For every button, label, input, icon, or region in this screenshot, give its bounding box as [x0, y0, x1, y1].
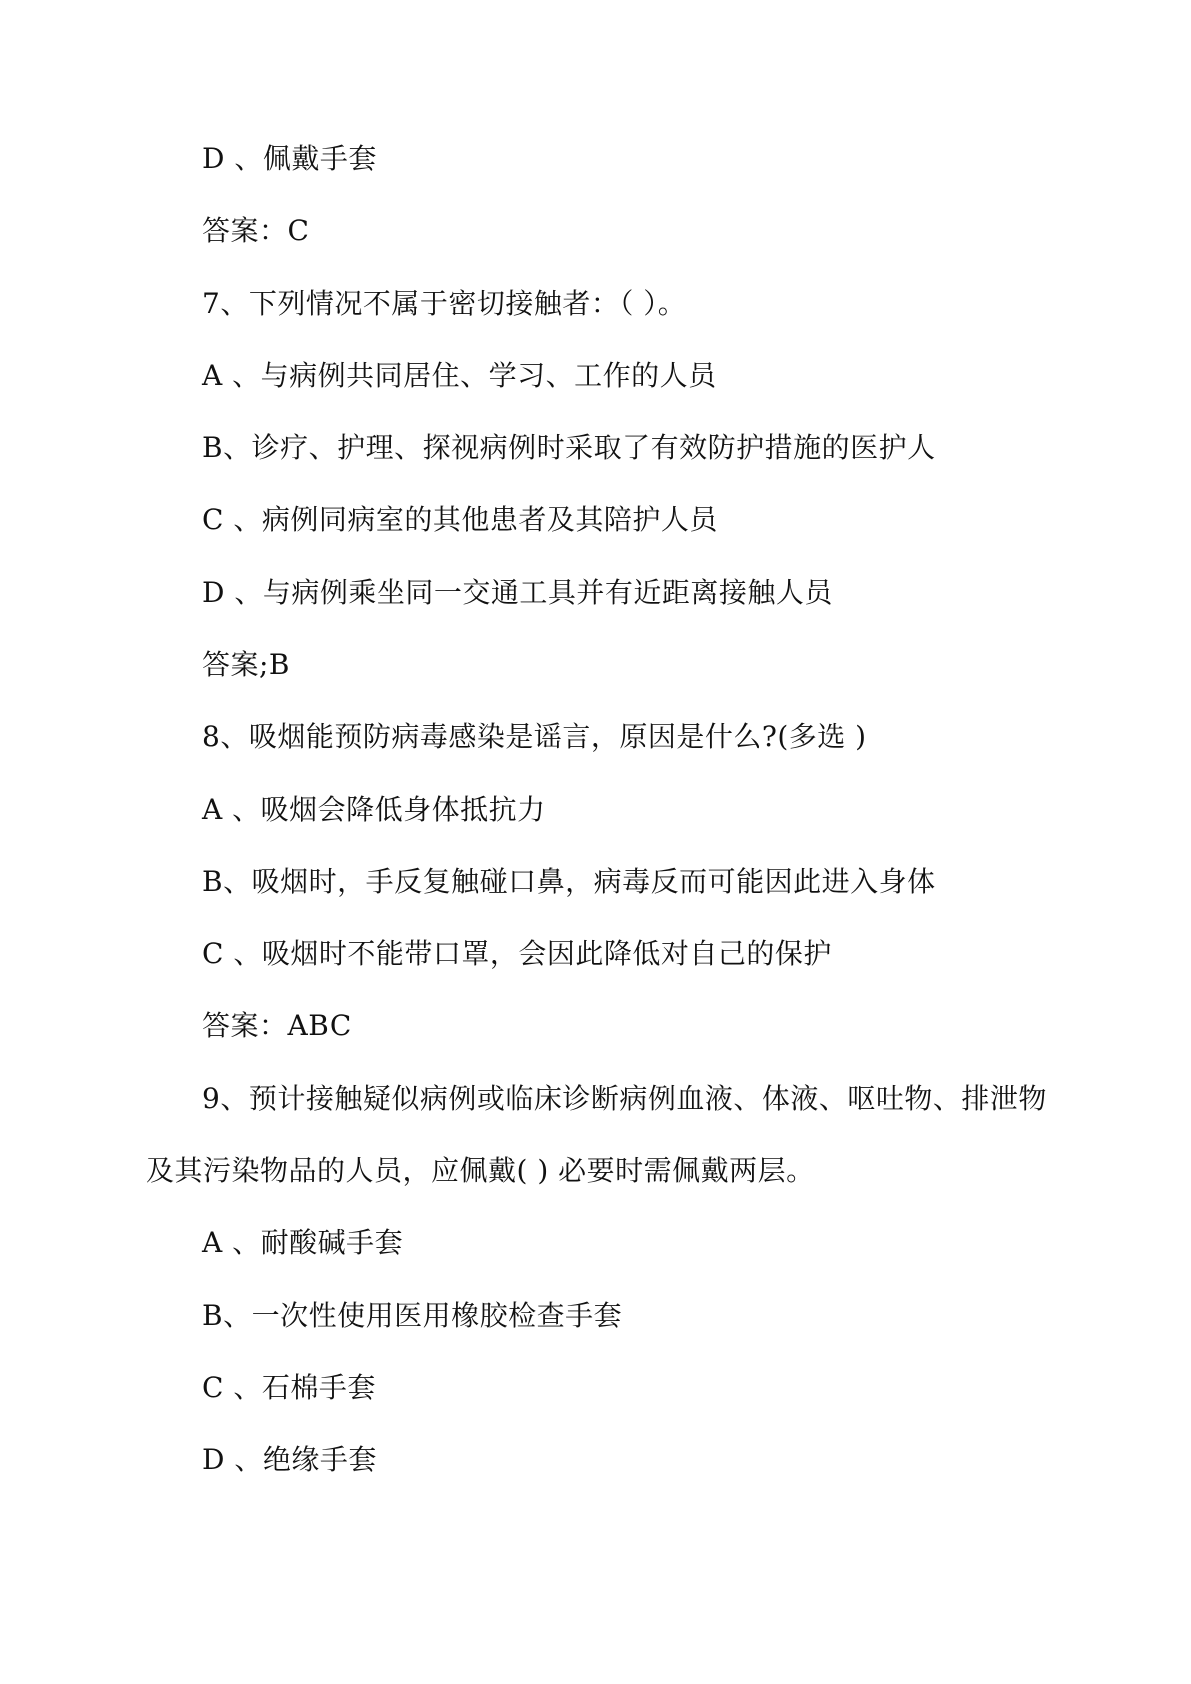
option-9d: D 、绝缘手套 — [202, 1443, 377, 1476]
question-8: 8、吸烟能预防病毒感染是谣言，原因是什么?(多选 ) — [202, 720, 867, 753]
option-8c: C 、吸烟时不能带口罩，会因此降低对自己的保护 — [202, 937, 832, 970]
question-7: 7、下列情况不属于密切接触者：（ ）。 — [202, 287, 687, 320]
question-9-line-2: 及其污染物品的人员，应佩戴( ) 必要时需佩戴两层。 — [146, 1154, 815, 1187]
option-9b: B、一次性使用医用橡胶检查手套 — [202, 1299, 623, 1332]
option-6d: D 、佩戴手套 — [202, 142, 377, 175]
option-8a: A 、吸烟会降低身体抵抗力 — [202, 793, 546, 826]
option-7b: B、诊疗、护理、探视病例时采取了有效防护措施的医护人 — [202, 431, 936, 464]
question-9-line-1: 9、预计接触疑似病例或临床诊断病例血液、体液、呕吐物、排泄物 — [202, 1082, 1047, 1115]
option-8b: B、吸烟时，手反复触碰口鼻，病毒反而可能因此进入身体 — [202, 865, 936, 898]
option-9c: C 、石棉手套 — [202, 1371, 376, 1404]
answer-7: 答案;B — [202, 648, 291, 681]
option-7c: C 、病例同病室的其他患者及其陪护人员 — [202, 503, 718, 536]
answer-8: 答案：ABC — [202, 1009, 352, 1042]
option-9a: A 、耐酸碱手套 — [202, 1226, 404, 1259]
option-7d: D 、与病例乘坐同一交通工具并有近距离接触人员 — [202, 576, 833, 609]
answer-6: 答案：C — [202, 214, 310, 247]
option-7a: A 、与病例共同居住、学习、工作的人员 — [202, 359, 717, 392]
